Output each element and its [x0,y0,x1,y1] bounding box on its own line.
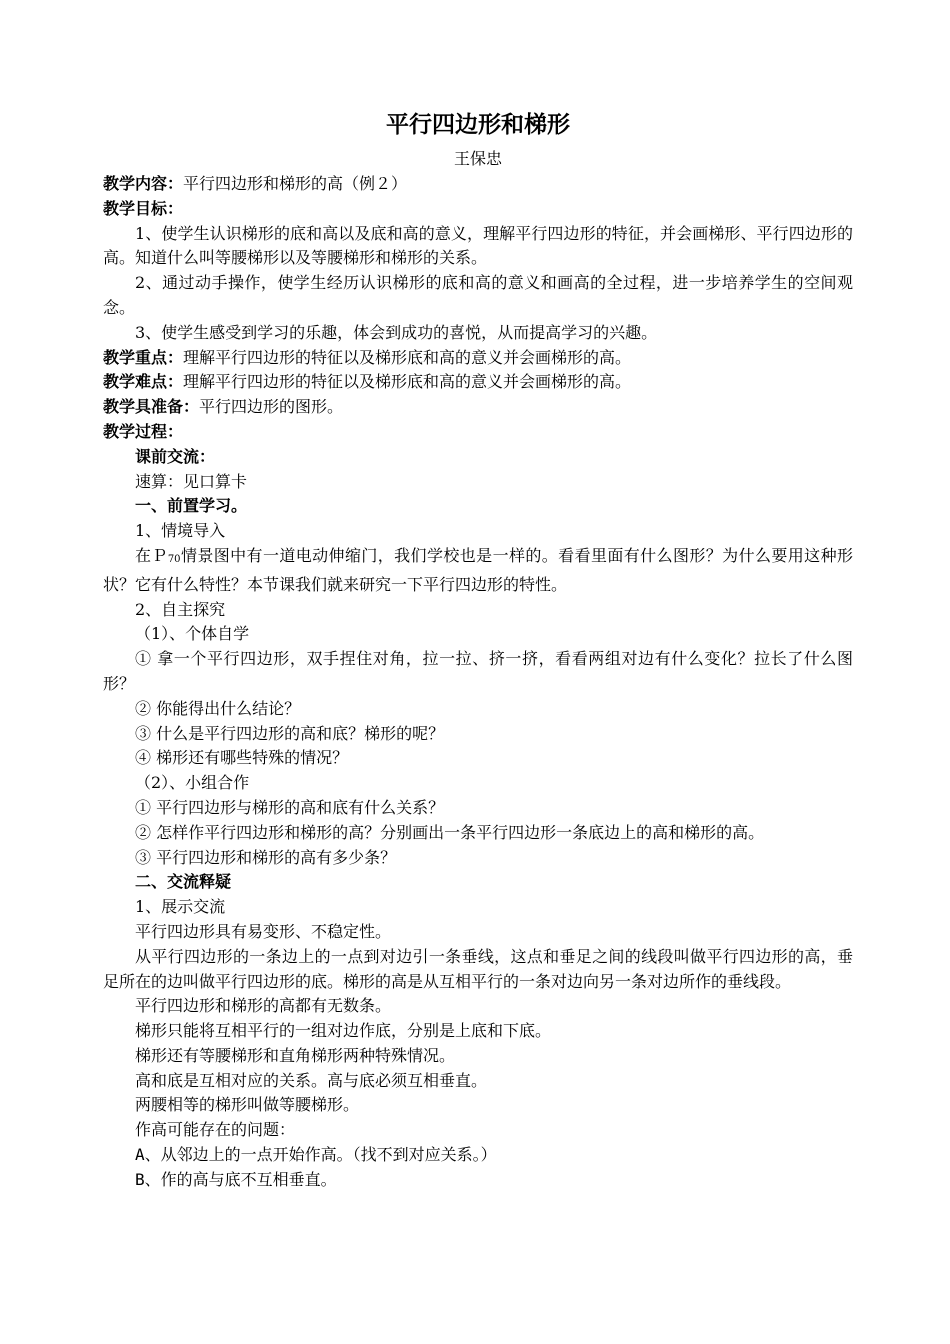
exchange-line-5: 梯形还有等腰梯形和直角梯形两种特殊情况。 [135,1045,456,1065]
pre-class-heading: 课前交流： [135,446,216,466]
materials-line [103,395,853,420]
content-value: 平行四边形和梯形的高（例２） [183,174,408,193]
exchange-line-7: 两腰相等的梯形叫做等腰梯形。 [135,1095,360,1115]
self-study-item-1: ① 拿一个平行四边形，双手捏住对角，拉一拉、挤一挤，看看两组对边有什么变化？拉长了什么图形？ [103,649,853,693]
section2-heading: 二、交流释疑 [135,872,232,892]
key-point-label: 教学重点： [103,347,184,367]
goal-item-1: 1、使学生认识梯形的底和高以及底和高的意义，理解平行四边形的特征，并会画梯形、平行四边形的高。知道什么叫等腰梯形以及等腰梯形和梯形的关系。 [103,223,853,268]
goals-heading [103,197,853,222]
process-heading [103,420,853,445]
quick-calc-line: 速算：见口算卡 [135,471,248,491]
intro-page-number: 70 [167,553,181,565]
intro-before: 在Ｐ [135,545,168,565]
content-line [103,172,853,197]
self-study-heading: （1）、个体自学 [135,624,250,644]
exchange-line-8: 作高可能存在的问题： [135,1120,296,1140]
group-item-2: ② 怎样作平行四边形和梯形的高？分别画出一条平行四边形一条底边上的高和梯形的高。 [135,822,765,842]
exchange-line-2: 从平行四边形的一条边上的一点到对边引一条垂线，这点和垂足之间的线段叫做平行四边形的高，垂足所在的边叫做平行四边形的底。梯形的高是从互相平行的一条对边向另一条对边所作的垂线段。 [103,946,853,991]
exchange-line-3: 平行四边形和梯形的高都有无数条。 [135,996,392,1016]
group-item-1: ① 平行四边形与梯形的高和底有什么关系？ [135,797,445,817]
goal-item-2: 2、通过动手操作，使学生经历认识梯形的底和高的意义和画高的全过程，进一步培养学生的空间观念。 [103,273,853,317]
exchange-line-9: A、从邻边上的一点开始作高。（找不到对应关系。） [135,1145,497,1165]
difficulty-label: 教学难点： [103,372,184,392]
key-point-line [103,346,853,371]
materials-label: 教学具准备： [103,397,200,417]
self-study-item-2: ② 你能得出什么结论？ [135,698,301,718]
exchange-line-6: 高和底是互相对应的关系。高与底必须互相垂直。 [135,1070,488,1090]
group-item-3: ③ 平行四边形和梯形的高有多少条？ [135,847,397,867]
exchange-line-4: 梯形只能将互相平行的一组对边作底，分别是上底和下底。 [135,1021,552,1041]
section2-sub1: 1、展示交流 [135,897,226,917]
author-name: 王保忠 [453,149,502,168]
self-study-item-4: ④ 梯形还有哪些特殊的情况？ [135,748,349,768]
materials-value: 平行四边形的图形。 [199,397,344,417]
document-page [103,108,853,1193]
intro-after: 情景图中有一道电动伸缩门，我们学校也是一样的。看看里面有什么图形？为什么要用这种形状？它有什么特性？本节课我们就来研究一下平行四边形的特性。 [103,545,853,594]
difficulty-value: 理解平行四边形的特征以及梯形底和高的意义并会画梯形的高。 [183,372,632,392]
exchange-line-10: B、作的高与底不互相垂直。 [135,1169,337,1189]
section1-heading: 一、前置学习。 [135,496,248,516]
goal-item-3: 3、使学生感受到学习的乐趣，体会到成功的喜悦，从而提高学习的兴趣。 [135,322,658,342]
document-title: 平行四边形和梯形 [386,112,570,138]
key-point-value: 理解平行四边形的特征以及梯形底和高的意义并会画梯形的高。 [183,347,632,367]
difficulty-line [103,370,853,395]
content-label: 教学内容： [103,174,184,193]
goals-label: 教学目标： [103,198,184,218]
process-label: 教学过程： [103,421,184,441]
intro-paragraph [103,544,853,598]
section1-sub1: 1、情境导入 [135,521,226,541]
section1-sub2: 2、自主探究 [135,599,226,619]
self-study-item-3: ③ 什么是平行四边形的高和底？梯形的呢？ [135,723,445,743]
group-heading: （2）、小组合作 [135,773,250,793]
exchange-line-1: 平行四边形具有易变形、不稳定性。 [135,921,392,941]
